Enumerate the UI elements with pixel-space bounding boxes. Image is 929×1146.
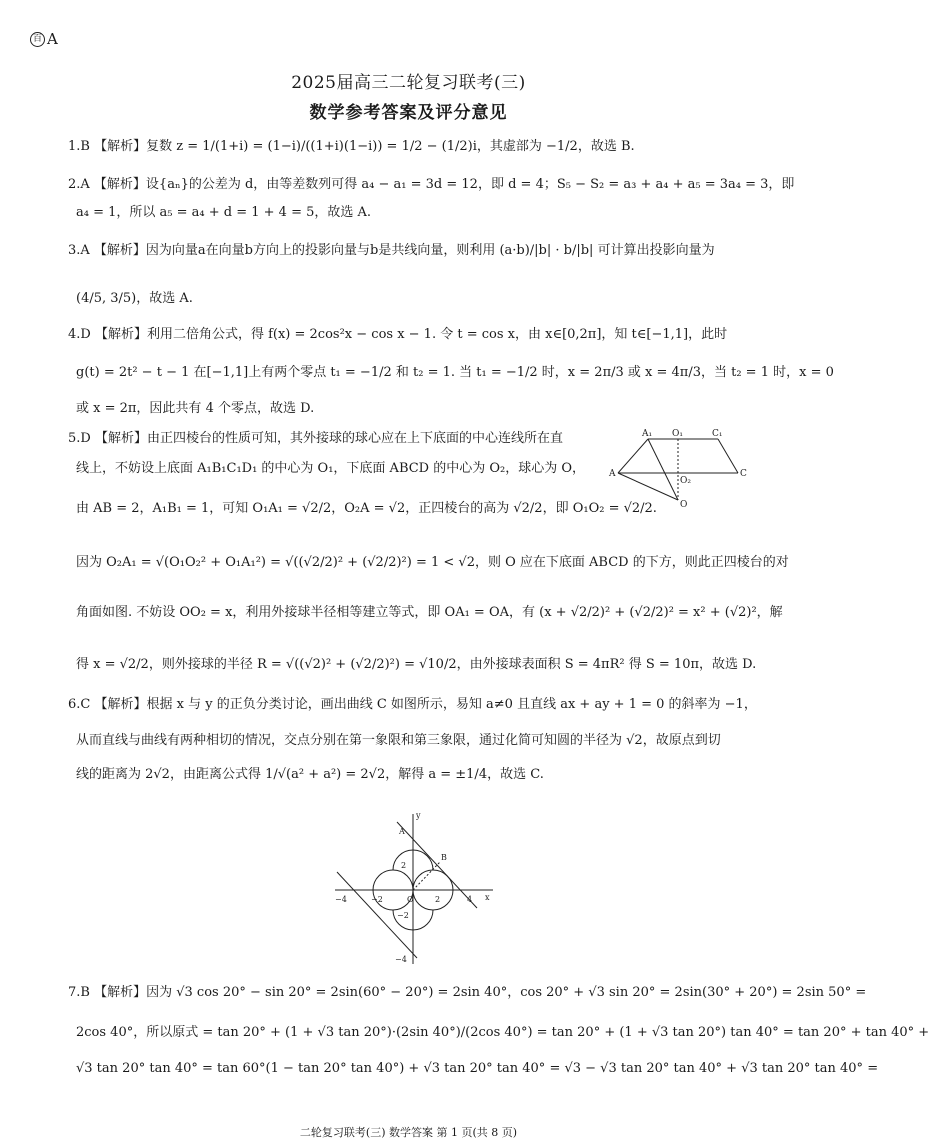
page-footer: 二轮复习联考(三) 数学答案 第 1 页(共 8 页) — [299, 1126, 518, 1139]
answer-subtitle: 数学参考答案及评分意见 — [309, 103, 508, 123]
label-a1: A₁ — [642, 429, 653, 439]
label-origin: O — [407, 895, 414, 904]
label-c: C — [740, 469, 747, 479]
q7-line-3: √3 tan 20° tan 40° = tan 60°(1 − tan 20° tan 40°) + √3 tan 20° tan 40° = √3 − √3 tan 20° tan 40° + √3 tan 20° tan 40° = — [76, 1061, 879, 1076]
frustum-section-figure — [608, 425, 758, 520]
q7-line-2: 2cos 40°，所以原式 = tan 20° + (1 + √3 tan 20°)·(2sin 40°)/(2cos 40°) = tan 20° + (1 + √3 tan 20°) tan 40° = tan 20° + tan 40° + — [76, 1025, 929, 1040]
q5-line-2: 线上，不妨设上底面 A₁B₁C₁D₁ 的中心为 O₁，下底面 ABCD 的中心为 O₂，球心为 O， — [76, 461, 586, 476]
q7-line-1: 7.B 【解析】因为 √3 cos 20° − sin 20° = 2sin(60° − 20°) = 2sin 40°，cos 20° + √3 sin 20° = 2sin(30° + 20°) = 2sin 50° = — [68, 985, 867, 1000]
corner-letter: A — [47, 30, 58, 48]
q1-line-1: 1.B 【解析】复数 z = 1/(1+i) = (1−i)/((1+i)(1−i)) = 1/2 − (1/2)i，其虚部为 −1/2，故选 B. — [68, 139, 635, 154]
label-point-b: B — [441, 853, 447, 862]
tick-x-neg4: −4 — [335, 895, 347, 904]
q3-line-2: (4/5, 3/5)，故选 A. — [76, 291, 193, 306]
circled-mark: 百 — [30, 32, 45, 47]
tick-x-neg2: −2 — [371, 895, 383, 904]
tick-y-2: 2 — [401, 861, 407, 870]
q6-line-2: 从而直线与曲线有两种相切的情况，交点分别在第一象限和第三象限，通过化简可知圆的半径为 √2，故原点到切 — [76, 733, 721, 748]
q5-line-3: 由 AB = 2，A₁B₁ = 1，可知 O₁A₁ = √2/2，O₂A = √2，正四棱台的高为 √2/2，即 O₁O₂ = √2/2. — [76, 501, 657, 516]
tick-y-neg2: −2 — [397, 911, 409, 920]
label-c1: C₁ — [712, 429, 723, 439]
q5-line-6: 得 x = √2/2，则外接球的半径 R = √((√2)² + (√2/2)²) = √10/2，由外接球表面积 S = 4πR² 得 S = 10π，故选 D. — [76, 657, 757, 672]
q2-line-2: a₄ = 1，所以 a₅ = a₄ + d = 1 + 4 = 5，故选 A. — [76, 205, 372, 220]
label-y: y — [416, 811, 421, 820]
label-a: A — [609, 469, 616, 479]
label-x: x — [485, 893, 490, 902]
label-o: O — [680, 500, 688, 510]
q6-line-1: 6.C 【解析】根据 x 与 y 的正负分类讨论，画出曲线 C 如图所示，易知 a≠0 且直线 ax + ay + 1 = 0 的斜率为 −1， — [68, 697, 757, 712]
q3-line-1: 3.A 【解析】因为向量a在向量b方向上的投影向量与b是共线向量，则利用 (a·b)/|b| · b/|b| 可计算出投影向量为 — [68, 243, 715, 258]
q4-line-3: 或 x = 2π，因此共有 4 个零点，故选 D. — [76, 401, 315, 416]
tick-x-2: 2 — [435, 895, 441, 904]
label-o2: O₂ — [680, 476, 691, 486]
exam-title: 2025届高三二轮复习联考(三) — [291, 73, 526, 93]
curve-c-figure — [333, 810, 498, 968]
label-point-a: A — [399, 827, 405, 836]
q6-line-3: 线的距离为 2√2，由距离公式得 1/√(a² + a²) = 2√2，解得 a = ±1/4，故选 C. — [76, 767, 544, 782]
q5-line-1: 5.D 【解析】由正四棱台的性质可知，其外接球的球心应在上下底面的中心连线所在直 — [68, 431, 563, 446]
q4-line-2: g(t) = 2t² − t − 1 在[−1,1]上有两个零点 t₁ = −1/2 和 t₂ = 1. 当 t₁ = −1/2 时，x = 2π/3 或 x = 4π/3，当 t₂ = 1 时，x = 0 — [76, 365, 834, 380]
q2-line-1: 2.A 【解析】设{aₙ}的公差为 d，由等差数列可得 a₄ − a₁ = 3d = 12，即 d = 4；S₅ − S₂ = a₃ + a₄ + a₅ = 3a₄ = 3，即 — [68, 177, 795, 192]
q4-line-1: 4.D 【解析】利用二倍角公式，得 f(x) = 2cos²x − cos x − 1. 令 t = cos x，由 x∈[0,2π]，知 t∈[−1,1]，此时 — [68, 327, 728, 342]
q5-line-4: 因为 O₂A₁ = √(O₁O₂² + O₁A₁²) = √((√2/2)² + (√2/2)²) = 1 < √2，则 O 应在下底面 ABCD 的下方，则此正四棱台的对 — [76, 555, 789, 570]
tick-x-4: 4 — [467, 895, 473, 904]
tick-y-neg4: −4 — [395, 955, 407, 964]
q5-line-5: 角面如图. 不妨设 OO₂ = x，利用外接球半径相等建立等式，即 OA₁ = OA，有 (x + √2/2)² + (√2/2)² = x² + (√2)²，解 — [76, 605, 783, 620]
label-o1: O₁ — [672, 429, 683, 439]
corner-mark — [30, 30, 58, 48]
